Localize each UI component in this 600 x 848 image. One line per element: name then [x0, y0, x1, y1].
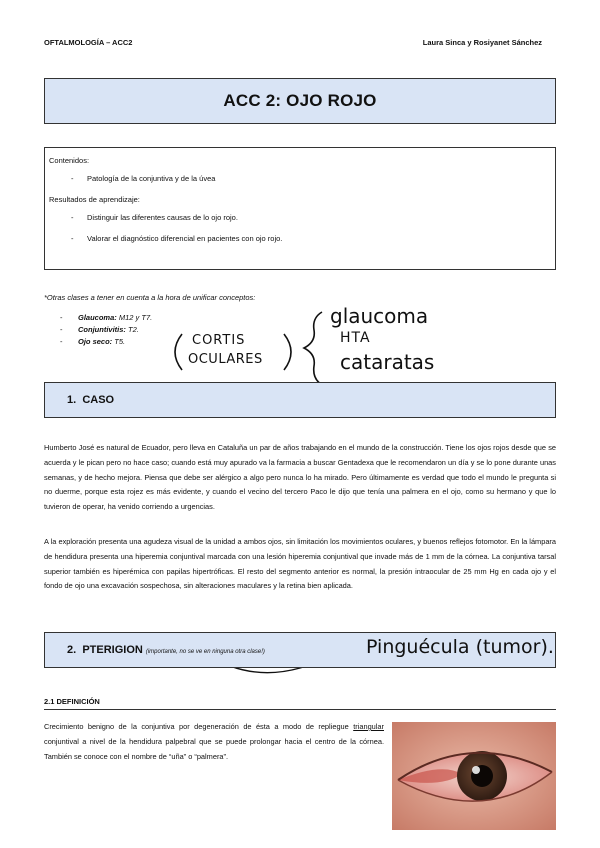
related-name: Ojo seco:: [78, 337, 113, 346]
handwriting-oculares: OCULARES: [188, 352, 263, 367]
definition-underlined: triangular: [353, 722, 384, 731]
section-number: 1.: [67, 394, 77, 406]
related-ref: T2.: [128, 325, 139, 334]
related-ref: T5.: [114, 337, 126, 346]
related-classes-note: *Otras clases a tener en cuenta a la hora de unificar conceptos:: [44, 293, 256, 302]
resultados-label: Resultados de aprendizaje:: [49, 195, 140, 204]
header-right: Laura Sinca y Rosiyanet Sánchez: [422, 38, 542, 47]
definition-text: Crecimiento benigno de la conjuntiva por degeneración de ésta a modo de repliegue: [44, 722, 354, 731]
handwriting-glaucoma: glaucoma: [330, 304, 429, 328]
pterygium-eye-photo: [392, 722, 556, 830]
related-name: Conjuntivitis:: [78, 325, 126, 334]
header-left: OFTALMOLOGÍA – ACC2: [44, 38, 133, 47]
contenidos-item: - Patología de la conjuntiva y de la úvea: [71, 174, 551, 183]
case-paragraph-2: A la exploración presenta una agudeza visual de la unidad a ambos ojos, sin limitación los movimientos oculares, y buenos reflejos fotomotor. En la lámpara de hendidura presenta una hiperemia conjuntival marcada con una lesión hiperemia conjuntival que invade más de 1 mm de la córnea. La conjuntiva tarsal superior también es hiperémica con papilas hipertróficas. El resto del segmento anterior es normal, la presión intraocular de 25 mm Hg en cada ojo y el fondo de ojo una excavación sospechosa, sin alteraciones maculares y la retina bien aplicada.: [44, 537, 556, 591]
handwriting-cataratas: cataratas: [340, 350, 435, 374]
curly-brace-stroke: [304, 312, 324, 386]
definition-text: conjuntival a nivel de la hendidura palpebral que se puede prolongar hacia el centro de la córnea. También se conoce con el nombre de “uña” o “palmera”.: [44, 736, 384, 761]
section-number: 2.: [67, 644, 77, 656]
section-title: PTERIGION: [82, 644, 143, 656]
case-paragraph-1: Humberto José es natural de Ecuador, pero lleva en Cataluña un par de años trabajando en el mundo de la construcción. Tiene los ojos rojos desde que se acuerda y le pican pero no hace caso; cuando está muy apurado va la farmacia a buscar Gentadexa que le recomendaron un día y se lo pone durante unas semanas, y de hecho mejora. Piensa que debe ser alérgico a algo pero nunca lo ha mirado. Pero últimamente es verdad que todo el mundo le pregunta si no duerme, porque esta rojez es más evidente, y cuando el vecino del tercero Paco le dijo que tenía una palmera en el ojo, como su hermano y que lo tuvieron de operar, ha venido corriendo a urgencias.: [44, 443, 556, 512]
subsection-title: 2.1 DEFINICIÓN: [44, 697, 556, 710]
handwriting-cortis: CORTIS: [192, 333, 246, 348]
contenidos-label: Contenidos:: [49, 156, 90, 165]
definition-paragraph: [44, 720, 384, 764]
related-ref: M12 y T7.: [118, 313, 153, 322]
section-caso-header: [44, 382, 556, 418]
handwriting-hta: HTA: [340, 330, 371, 346]
related-name: Glaucoma:: [78, 313, 117, 322]
section-note: (importante, no se ve en ninguna otra clase!): [145, 648, 265, 655]
page-title: ACC 2: OJO ROJO: [44, 78, 556, 124]
resultados-item: - Distinguir las diferentes causas de lo ojo rojo.: [71, 213, 551, 222]
section-title: CASO: [82, 394, 115, 406]
handwriting-pinguecula: Pinguécula (tumor).: [366, 636, 554, 658]
resultados-item: - Valorar el diagnóstico diferencial en pacientes con ojo rojo.: [71, 234, 551, 243]
right-paren-stroke: [284, 334, 291, 370]
left-paren-stroke: [175, 334, 182, 370]
